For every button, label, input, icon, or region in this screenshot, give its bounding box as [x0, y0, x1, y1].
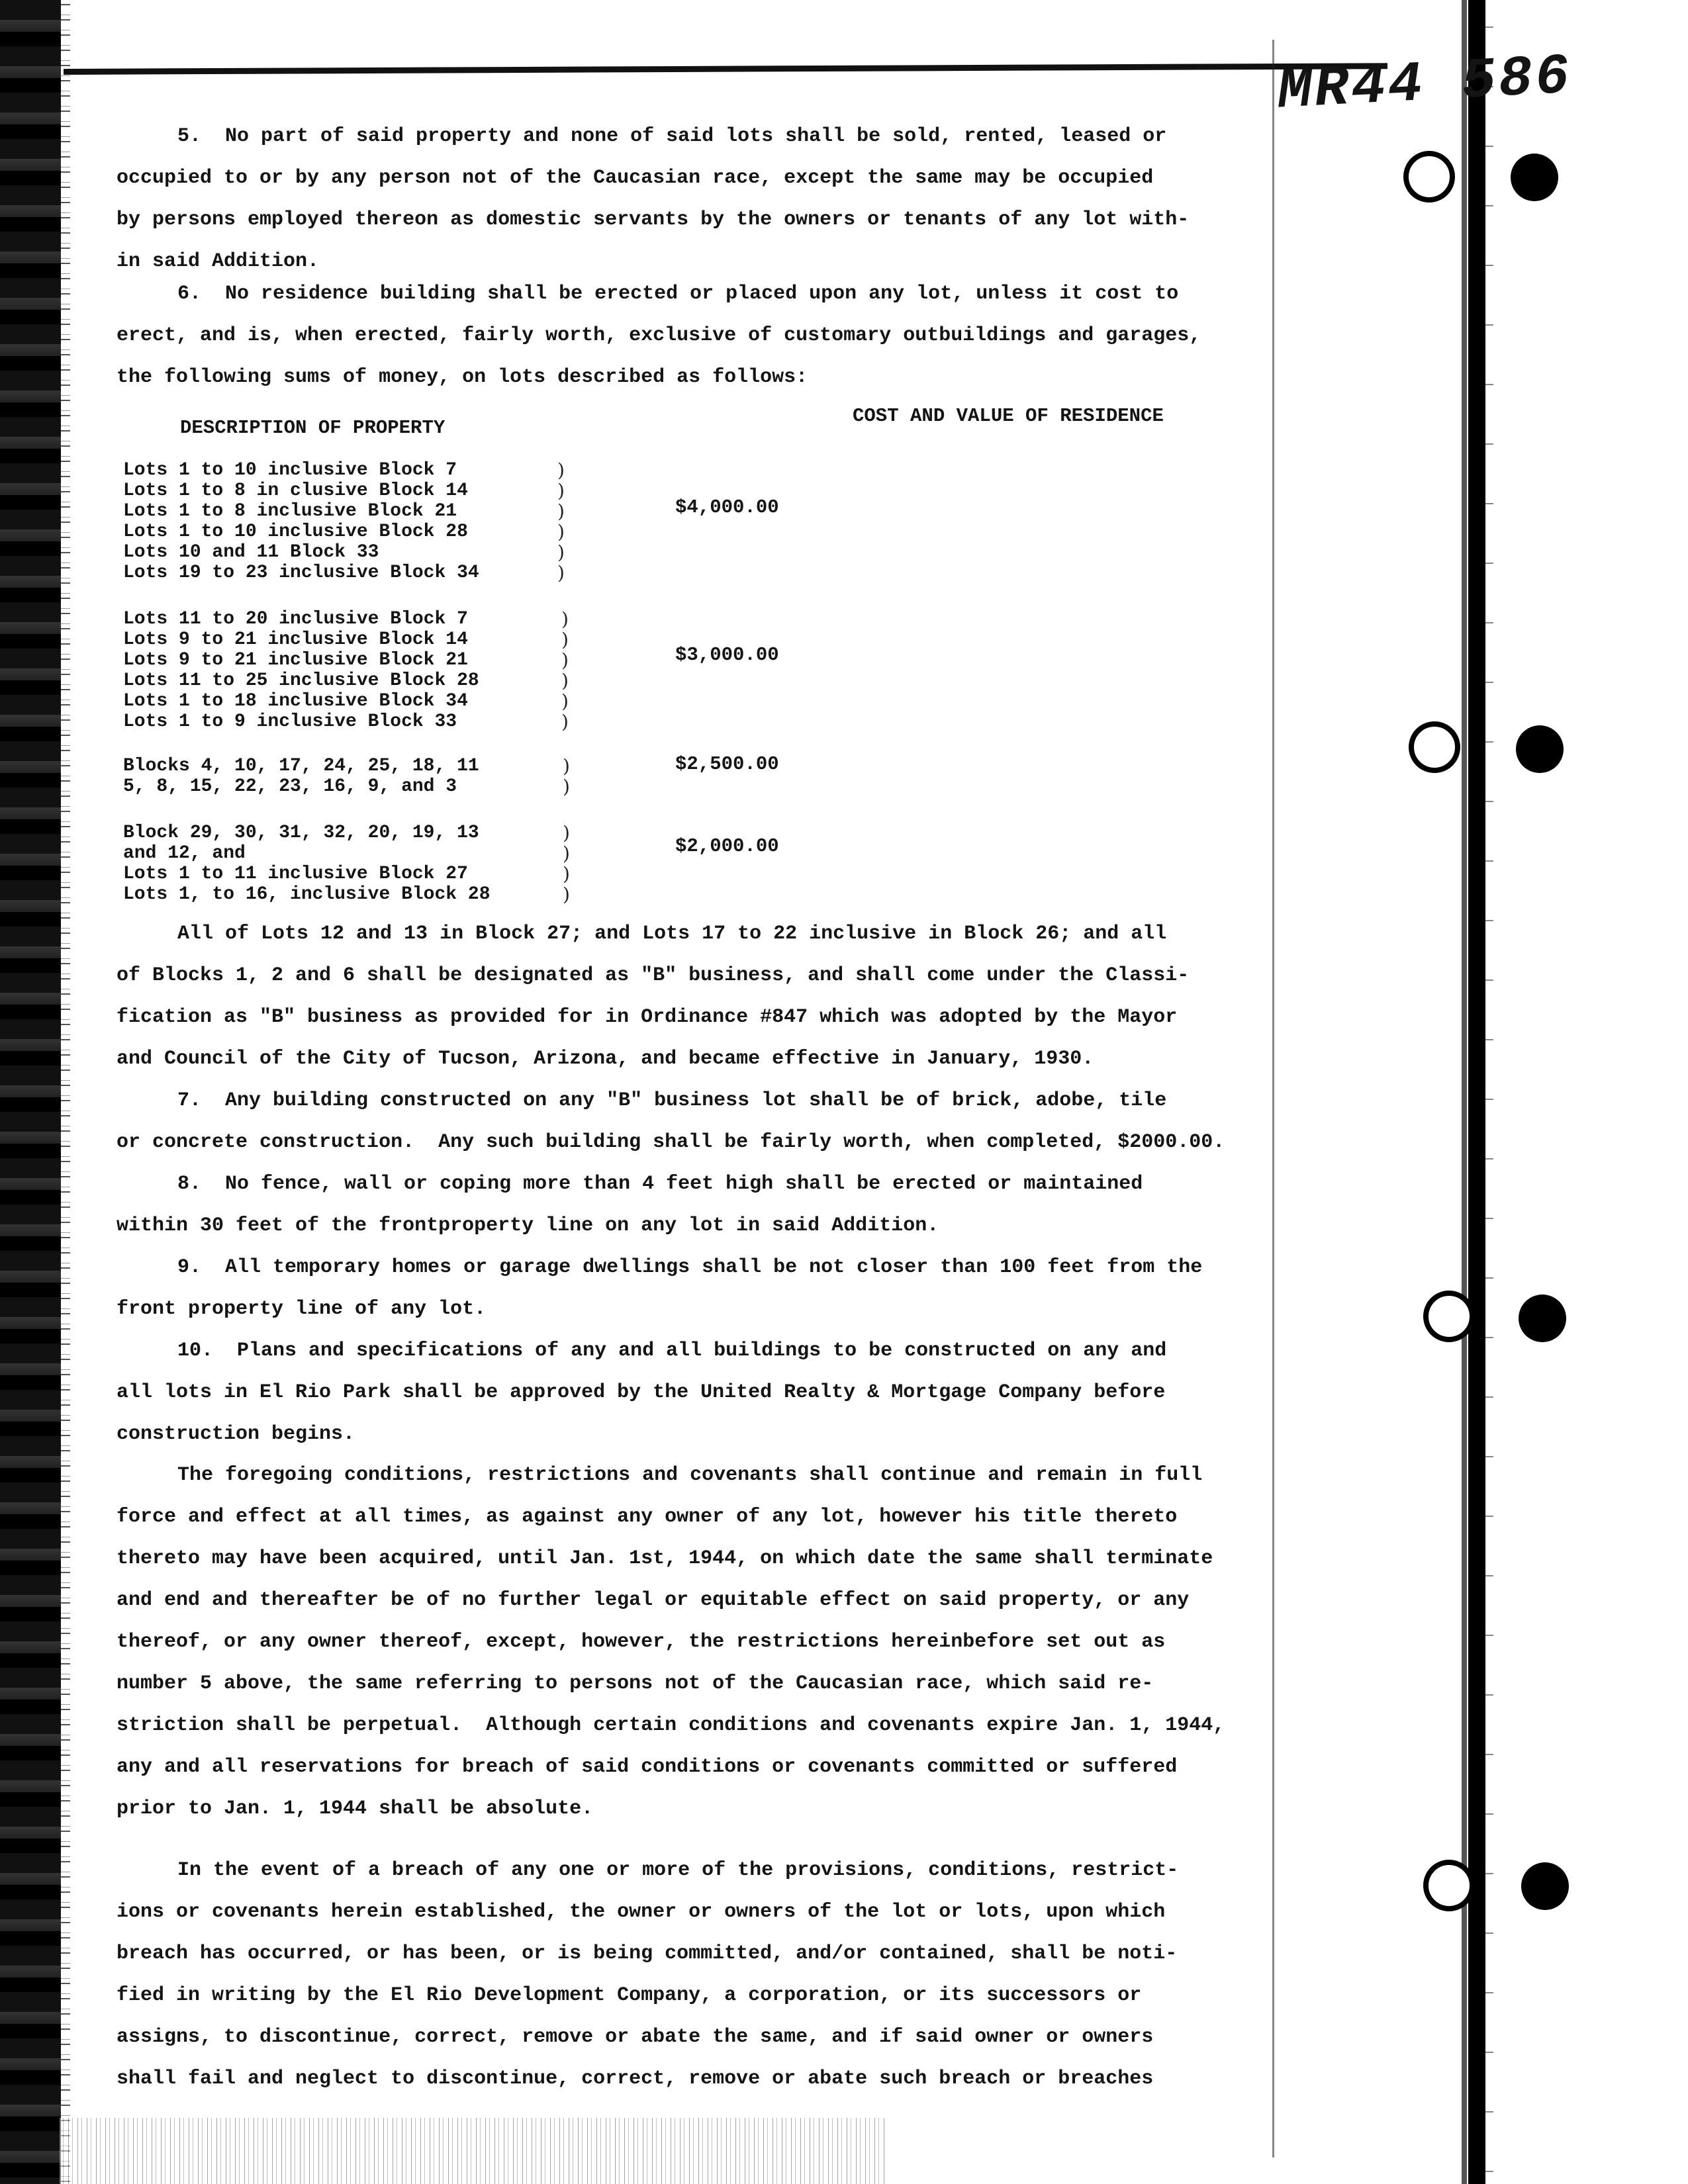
- header-cost-and-value: COST AND VALUE OF RESIDENCE: [853, 405, 1164, 427]
- text-line: All of Lots 12 and 13 in Block 27; and Lots 17 to 22 inclusive in Block 26; and all: [177, 923, 1167, 945]
- paragraph-foregoing-conditions: [117, 1455, 1282, 1830]
- text-line: shall fail and neglect to discontinue, correct, remove or abate such breach or breaches: [117, 2068, 1154, 2090]
- lot-line: Lots 1 to 8 in clusive Block 14: [123, 480, 468, 501]
- lot-line: Lots 1 to 18 inclusive Block 34: [123, 691, 468, 711]
- paragraph-10: [117, 1330, 1282, 1455]
- punch-hole: [1521, 1862, 1569, 1910]
- lot-line: Lots 1, to 16, inclusive Block 28: [123, 884, 491, 905]
- paragraph-7: [117, 1080, 1282, 1163]
- scan-right-edge-bar: [1468, 0, 1485, 2184]
- amount-group-1: $4,000.00: [675, 496, 779, 518]
- text-line: in said Addition.: [117, 250, 320, 273]
- group-bracket: ) ) ) ): [563, 822, 570, 905]
- lot-line: Lots 1 to 11 inclusive Block 27: [123, 864, 468, 884]
- text-line: the following sums of money, on lots described as follows:: [117, 366, 808, 388]
- group-bracket: ) ) ) ) ) ): [561, 608, 569, 733]
- text-line: breach has occurred, or has been, or is being committed, and/or contained, shall be noti-: [117, 1942, 1178, 1965]
- lot-line: Lots 9 to 21 inclusive Block 14: [123, 629, 468, 650]
- text-line: 6. No residence building shall be erected or placed upon any lot, unless it cost to: [177, 283, 1179, 305]
- text-line: all lots in El Rio Park shall be approved by the United Realty & Mortgage Company before: [117, 1381, 1166, 1404]
- punch-hole-ring: [1423, 1291, 1475, 1342]
- punch-hole-ring: [1423, 1860, 1475, 1911]
- lot-line: Lots 11 to 25 inclusive Block 28: [123, 670, 479, 691]
- paragraph-8: [117, 1163, 1282, 1247]
- text-line: 5. No part of said property and none of said lots shall be sold, rented, leased or: [177, 125, 1167, 148]
- text-line: and Council of the City of Tucson, Arizona, and became effective in January, 1930.: [117, 1048, 1094, 1070]
- group-bracket: ) ) ) ) ) ): [557, 459, 565, 584]
- lot-line: Lots 1 to 10 inclusive Block 7: [123, 460, 457, 480]
- text-line: thereof, or any owner thereof, except, however, the restrictions hereinbefore set out as: [117, 1631, 1166, 1653]
- lot-group-3: [123, 756, 479, 797]
- lot-group-1: [123, 460, 479, 583]
- lot-line: Lots 19 to 23 inclusive Block 34: [123, 563, 479, 583]
- scan-left-edge-noise: [61, 0, 70, 2184]
- text-line: any and all reservations for breach of said conditions or covenants committed or suffered: [117, 1756, 1178, 1778]
- text-line: and end and thereafter be of no further legal or equitable effect on said property, or any: [117, 1589, 1190, 1612]
- amount-group-3: $2,500.00: [675, 753, 779, 775]
- text-line: 9. All temporary homes or garage dwellings shall be not closer than 100 feet from the: [177, 1256, 1203, 1279]
- recording-stamp: MR44 586: [1276, 44, 1574, 124]
- scan-right-edge-shadow: [1462, 0, 1467, 2184]
- lot-line: and 12, and: [123, 843, 246, 864]
- paragraph-business-lots: [117, 913, 1282, 1080]
- text-line: 7. Any building constructed on any "B" business lot shall be of brick, adobe, tile: [177, 1089, 1167, 1112]
- text-line: number 5 above, the same referring to persons not of the Caucasian race, which said re-: [117, 1672, 1154, 1695]
- text-line: striction shall be perpetual. Although certain conditions and covenants expire Jan. 1, 1944,: [117, 1714, 1225, 1737]
- scan-left-edge-shadow: [0, 0, 61, 2184]
- paragraph-6: [117, 273, 1282, 398]
- lot-line: Lots 1 to 10 inclusive Block 28: [123, 522, 468, 542]
- text-line: erect, and is, when erected, fairly worth, exclusive of customary outbuildings and garages,: [117, 324, 1201, 347]
- text-line: fied in writing by the El Rio Development Company, a corporation, or its successors or: [117, 1984, 1142, 2007]
- amount-group-2: $3,000.00: [675, 644, 779, 666]
- lot-group-2: [123, 609, 479, 732]
- punch-hole: [1511, 154, 1558, 201]
- lot-line: Lots 11 to 20 inclusive Block 7: [123, 609, 468, 629]
- text-line: The foregoing conditions, restrictions and covenants shall continue and remain in full: [177, 1464, 1203, 1486]
- lot-line: Lots 1 to 8 inclusive Block 21: [123, 501, 457, 522]
- text-line: occupied to or by any person not of the Caucasian race, except the same may be occupied: [117, 167, 1154, 189]
- paragraph-5: [117, 116, 1282, 283]
- group-bracket: ) ): [563, 755, 570, 797]
- lot-line: Lots 1 to 9 inclusive Block 33: [123, 711, 457, 732]
- text-line: thereto may have been acquired, until Jan. 1st, 1944, on which date the same shall terminate: [117, 1547, 1213, 1570]
- lot-group-4: [123, 823, 491, 905]
- lot-line: Block 29, 30, 31, 32, 20, 19, 13: [123, 823, 479, 843]
- header-description-of-property: DESCRIPTION OF PROPERTY: [180, 417, 445, 439]
- punch-hole-ring: [1403, 151, 1455, 203]
- lot-line: 5, 8, 15, 22, 23, 16, 9, and 3: [123, 776, 457, 797]
- text-line: within 30 feet of the frontproperty line on any lot in said Addition.: [117, 1214, 939, 1237]
- paragraph-breach: [117, 1850, 1282, 2100]
- text-line: prior to Jan. 1, 1944 shall be absolute.: [117, 1797, 594, 1820]
- scan-right-edge-noise: [1485, 0, 1493, 2184]
- lot-line: Lots 9 to 21 inclusive Block 21: [123, 650, 468, 670]
- lot-line: Blocks 4, 10, 17, 24, 25, 18, 11: [123, 756, 479, 776]
- text-line: assigns, to discontinue, correct, remove or abate the same, and if said owner or owners: [117, 2026, 1154, 2048]
- top-border-rule: [64, 63, 1387, 75]
- text-line: ions or covenants herein established, the owner or owners of the lot or lots, upon which: [117, 1901, 1166, 1923]
- text-line: fication as "B" business as provided for in Ordinance #847 which was adopted by the Mayor: [117, 1006, 1178, 1028]
- text-line: by persons employed thereon as domestic servants by the owners or tenants of any lot with-: [117, 208, 1190, 231]
- text-line: front property line of any lot.: [117, 1298, 487, 1320]
- amount-group-4: $2,000.00: [675, 835, 779, 857]
- punch-hole: [1519, 1295, 1566, 1342]
- text-line: construction begins.: [117, 1423, 355, 1445]
- text-line: 10. Plans and specifications of any and all buildings to be constructed on any and: [177, 1340, 1167, 1362]
- text-line: of Blocks 1, 2 and 6 shall be designated as "B" business, and shall come under the Classi-: [117, 964, 1190, 987]
- lot-line: Lots 10 and 11 Block 33: [123, 542, 379, 563]
- punch-hole: [1516, 725, 1564, 773]
- text-line: or concrete construction. Any such building shall be fairly worth, when completed, $2000.00.: [117, 1131, 1225, 1154]
- text-line: In the event of a breach of any one or more of the provisions, conditions, restrict-: [177, 1859, 1179, 1882]
- scan-bottom-noise: [60, 2118, 887, 2184]
- text-line: force and effect at all times, as against any owner of any lot, however his title thereto: [117, 1506, 1178, 1528]
- text-line: 8. No fence, wall or coping more than 4 feet high shall be erected or maintained: [177, 1173, 1143, 1195]
- paragraph-9: [117, 1247, 1282, 1330]
- punch-hole-ring: [1409, 721, 1460, 773]
